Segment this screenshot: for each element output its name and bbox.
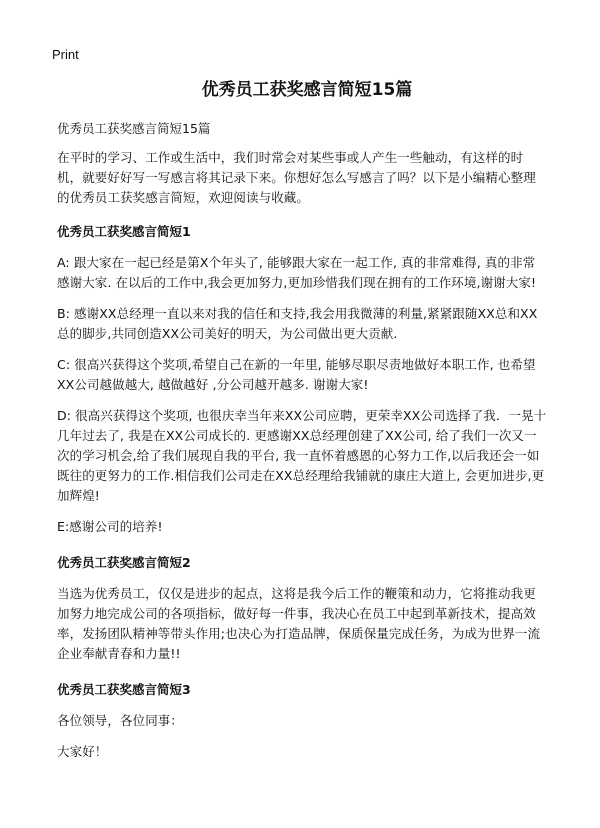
print-link[interactable]: Print	[52, 47, 79, 62]
section-1-paragraph-e: E:感谢公司的培养!	[57, 519, 163, 534]
section-1-paragraph-a: A: 跟大家在一起已经是第X个年头了, 能够跟大家在一起工作, 真的非常难得, 真的非常感谢大家. 在以后的工作中,我会更加努力,更加珍惜我们现在拥有的工作环境,谢谢大家!	[57, 255, 537, 290]
article-body	[57, 78, 547, 773]
section-2-paragraph: 当选为优秀员工，仅仅是进步的起点，这将是我今后工作的鞭策和动力，它将推动我更加努力地完成公司的各项指标，做好每一件事，我决心在员工中起到革新技术，提高效率，发扬团队精神等带头作用;也决心为打造品牌，保质保量完成任务，为成为世界一流企业奉献青春和力量!!	[57, 586, 541, 661]
section-3-greeting: 各位领导，各位同事：	[57, 713, 184, 728]
section-heading-3: 优秀员工获奖感言简短3	[57, 682, 191, 697]
intro-paragraph: 在平时的学习、工作或生活中，我们时常会对某些事或人产生一些触动，有这样的时机，就要好好写一写感言将其记录下来。你想好怎么写感言了吗？以下是小编精心整理的优秀员工获奖感言简短，欢迎阅读与收藏。	[57, 150, 536, 205]
section-1-paragraph-d: D: 很高兴获得这个奖项, 也很庆幸当年来XX公司应聘，更荣幸XX公司选择了我．一晃十几年过去了, 我是在XX公司成长的. 更感谢XX总经理创建了XX公司, 给了我们一次又一次的学习机会,给了我们展现自我的平台, 我一直怀着感恩的心努力工作,以后我还会一如既往的更努力的工作.相信我们公司走在XX总经理给我铺就的康庄大道上, 会更加进步,更加辉煌!	[57, 408, 547, 503]
section-heading-1: 优秀员工获奖感言简短1	[57, 224, 191, 239]
page-title: 优秀员工获奖感言简短15篇	[201, 80, 413, 100]
section-1-paragraph-c: C: 很高兴获得这个奖项,希望自己在新的一年里, 能够尽职尽责地做好本职工作, 也希望XX公司越做越大, 越做越好 ,分公司越开越多. 谢谢大家!	[57, 357, 536, 392]
section-3-hello: 大家好！	[57, 744, 108, 759]
article-subtitle: 优秀员工获奖感言简短15篇	[57, 121, 211, 136]
section-1-paragraph-b: B: 感谢XX总经理一直以来对我的信任和支持,我会用我微薄的利量,紧紧跟随XX总和XX总的脚步,共同创造XX公司美好的明天，为公司做出更大贡献.	[57, 306, 538, 341]
section-heading-2: 优秀员工获奖感言简短2	[57, 555, 191, 570]
